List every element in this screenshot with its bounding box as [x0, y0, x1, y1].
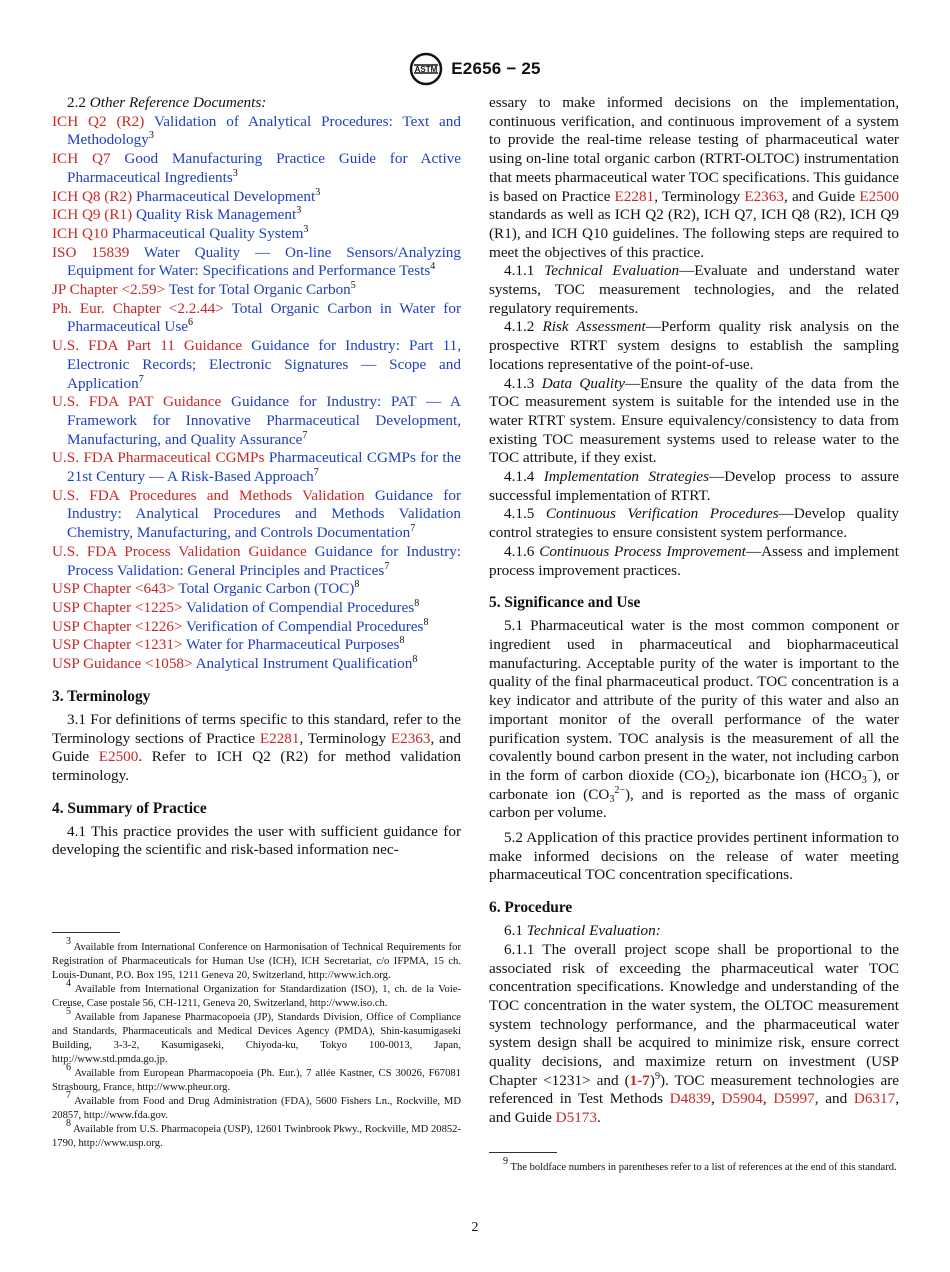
- subsection-term: Implementation Strategies: [543, 468, 710, 486]
- footnote-marker: 6: [188, 317, 194, 329]
- ref-link-d5904[interactable]: D5904: [721, 1090, 763, 1108]
- reference-item: [52, 225, 461, 244]
- section-5-heading: 5. Significance and Use: [489, 594, 641, 612]
- reference-title-link[interactable]: Pharmaceutical Quality System: [111, 224, 304, 242]
- reference-code-link[interactable]: USP Chapter <1225>: [52, 598, 183, 616]
- reference-item: [52, 281, 461, 300]
- footnote-marker: 7: [384, 560, 390, 572]
- reference-code-link[interactable]: ICH Q10: [52, 224, 109, 242]
- reference-item: [52, 636, 461, 655]
- reference-code-link[interactable]: U.S. FDA Process Validation Guidance: [52, 542, 307, 560]
- reference-title-link[interactable]: Analytical Instrument Qualification: [195, 655, 413, 673]
- footnote-marker: 5: [350, 280, 356, 292]
- footnote-7: [52, 1090, 461, 1123]
- footnote-marker: 8: [354, 579, 360, 591]
- reference-code-link[interactable]: ICH Q2 (R2): [52, 112, 145, 130]
- section-5-2-paragraph: 5.2 Application of this practice provides pertinent information to make informed decisions on the release of water meeting pharmaceutical TOC concentration specifications.: [489, 829, 899, 884]
- footnote-8: [52, 1118, 461, 1151]
- reference-item: [52, 599, 461, 618]
- footnote-marker: 8: [423, 616, 429, 628]
- subsection-4-1-2: [489, 318, 899, 374]
- footnote-marker: 3: [315, 186, 321, 198]
- section-4-1-paragraph: 4.1 This practice provides the user with sufficient guidance for developing the scientific and risk-based information nec-: [52, 822, 461, 859]
- subsection-text: —Evaluate and understand water systems, TOC measurement technologies, and the related regulatory requirements.: [489, 262, 900, 317]
- reference-code-link[interactable]: ICH Q7: [52, 150, 111, 168]
- reference-title-link[interactable]: Total Organic Carbon in Water for Pharmaceutical Use: [67, 299, 461, 336]
- subsection-number: 4.1.4: [504, 468, 535, 486]
- subsection-text: —Develop process to assure successful implementation of RTRT.: [489, 468, 900, 504]
- reference-item: [52, 113, 461, 150]
- reference-item: [52, 449, 461, 486]
- section-3-heading: 3. Terminology: [52, 687, 151, 705]
- section-4-1-continued: essary to make informed decisions on the implementation, continuous verification, and continuous improvement of a system to provide the real-time release testing of pharmaceutical water using on-line total organic carbon (RTRT-OLTOC) instrumentation that meets pharmaceutical water TOC specifications. This guidance is based on Practice E2281, Terminology E2363, and Guide E2500 standards as well as ICH Q2 (R2), ICH Q7, ICH Q8 (R2), ICH Q9 (R1), and ICH Q10 guidelines. The following steps are required to meet the objectives of this practice.: [489, 94, 900, 261]
- reference-title-link[interactable]: Good Manufacturing Practice Guide for Active Pharmaceutical Ingredients: [67, 150, 461, 186]
- footnote-rule-right: [489, 1152, 557, 1153]
- reference-code-link[interactable]: USP Guidance <1058>: [52, 655, 193, 673]
- subsection-number: 4.1.1: [504, 262, 535, 280]
- reference-title-link[interactable]: Validation of Compendial Procedures: [186, 598, 415, 616]
- footnote-5: [52, 1006, 461, 1067]
- footnote-number: 4: [66, 978, 71, 989]
- footnote-text: Available from U.S. Pharmacopeia (USP), 12601 Twinbrook Pkwy., Rockville, MD 20852-1790, http://www.usp.org.: [52, 1124, 461, 1149]
- reference-title-link[interactable]: Validation of Analytical Procedures: Text and Methodology: [67, 112, 461, 149]
- footnote-text: Available from International Conference on Harmonisation of Technical Requirements for Registration of Pharmaceuticals for Human Use (ICH), ICH Secretariat, c/o IFPMA, 15 ch. Louis-Dunant, P.O. Box 195, 1211 Geneva 20, Switzerland, http://www.ich.org.: [52, 942, 461, 981]
- ref-link-d5173[interactable]: D5173: [555, 1109, 597, 1127]
- subsection-term: Technical Evaluation: [544, 262, 680, 280]
- subsection-text: —Develop quality control strategies to ensure consistent system performance.: [489, 505, 899, 542]
- astm-logo-text: ASTM: [414, 65, 438, 74]
- subsection-number: 4.1.2: [504, 318, 535, 336]
- section-4-1-items: [489, 262, 899, 580]
- astm-logo-icon: [409, 52, 443, 86]
- page-number: 2: [471, 1220, 479, 1235]
- footnote-6: [52, 1062, 461, 1095]
- ref-link-d5997[interactable]: D5997: [773, 1090, 815, 1108]
- footnote-text: Available from Japanese Pharmacopoeia (JP), Standards Division, Office of Compliance and Standards, Pharmaceuticals and Medical Devices Agency (PMDA), Shin-kasumigaseki Building, 3-3-2, Kasumigaseki, Chiyoda-ku, Tokyo 100-0013, Japan, http://www.std.pmda.go.jp.: [52, 1012, 461, 1065]
- reference-code-link[interactable]: USP Chapter <643>: [52, 580, 175, 598]
- footnote-number: 5: [66, 1006, 71, 1017]
- reference-item: [52, 580, 461, 599]
- footnote-marker: 7: [302, 429, 308, 441]
- footnote-marker: 3: [148, 130, 154, 142]
- subsection-4-1-1: [489, 262, 899, 318]
- reference-title-link[interactable]: Total Organic Carbon (TOC): [178, 580, 355, 598]
- section-5-1-paragraph: 5.1 Pharmaceutical water is the most common component or ingredient used in pharmaceutical and biopharmaceutical manufacturing. Acceptable purity of the water is important to the quality of the final pharmaceutical product. TOC concentration is a key indicator and attribute of the purity of this water and also an important monitor of the overall performance of the water purification system. TOC analysis is the measurement of all the covalently bound carbon present in the water, not including carbon in the form of carbon dioxide $(CO_2)$, bicarbonate ion $(HCO_3^-)$, or carbonate ion $(CO_3^{2-})$, and is reported as the mass of organic carbon per volume.: [489, 617, 899, 822]
- reference-item: [52, 337, 461, 393]
- reference-item: [52, 150, 461, 187]
- reference-item: [52, 300, 461, 337]
- ref-link-e2363[interactable]: E2363: [390, 729, 431, 747]
- reference-title-link[interactable]: Pharmaceutical Development: [135, 187, 316, 205]
- footnote-number: 3: [66, 936, 71, 947]
- standard-designation: E2656 − 25: [451, 59, 541, 78]
- reference-item: [52, 393, 461, 449]
- section-6-heading: 6. Procedure: [489, 899, 573, 917]
- subsection-term: Continuous Process Improvement: [539, 542, 746, 560]
- right-footnotes: [489, 1152, 899, 1175]
- section-6-1-heading: 6.1 Technical Evaluation:: [504, 922, 661, 940]
- reference-title-link[interactable]: Guidance for Industry: PAT — A Framework for Innovative Pharmaceutical Development, Manufacturing, and Quality Assurance: [67, 393, 461, 448]
- footnote-list: [52, 936, 461, 1151]
- reference-code-link[interactable]: ICH Q8 (R2): [52, 187, 133, 205]
- subsection-number: 4.1.6: [504, 542, 535, 560]
- section-3-1-paragraph: 3.1 For definitions of terms specific to this standard, refer to the Terminology sections of Practice E2281, Terminology E2363, and Guide E2500. Refer to ICH Q2 (R2) for method validation terminology.: [52, 710, 461, 784]
- footnote-4: [52, 978, 461, 1011]
- footnote-text: Available from Food and Drug Administration (FDA), 5600 Fishers Ln., Rockville, MD 20857, http://www.fda.gov.: [52, 1096, 461, 1121]
- subsection-4-1-4: [489, 468, 899, 505]
- reference-title-link[interactable]: Quality Risk Management: [135, 206, 297, 224]
- reference-code-link[interactable]: ICH Q9 (R1): [52, 206, 133, 224]
- ref-link-e2500-right[interactable]: E2500: [859, 187, 900, 205]
- subsection-number: 4.1.5: [504, 505, 535, 523]
- footnote-text: Available from European Pharmacopoeia (Ph. Eur.), 7 allée Kastner, CS 30026, F67081 Strasbourg, France, http://www.pheur.org.: [52, 1068, 461, 1093]
- reference-item: [52, 206, 461, 225]
- footnote-marker: 8: [412, 654, 418, 666]
- ref-link-e2281[interactable]: E2281: [259, 729, 300, 747]
- reference-code-link[interactable]: USP Chapter <1226>: [52, 617, 183, 635]
- reference-item: [52, 543, 461, 580]
- reference-item: [52, 244, 461, 281]
- left-column: [52, 94, 461, 860]
- reference-code-link[interactable]: U.S. FDA Pharmaceutical CGMPs: [52, 449, 265, 467]
- section-2-2-heading: 2.2 Other Reference Documents:: [67, 94, 267, 111]
- footnote-text: Available from International Organization for Standardization (ISO), 1, ch. de la Voie-Creuse, Case postale 56, CH-1211, Geneva 20, Switzerland, http://www.iso.ch.: [52, 984, 461, 1009]
- reference-code-link[interactable]: U.S. FDA Procedures and Methods Validation: [52, 486, 365, 504]
- right-column: [489, 94, 899, 1128]
- footnote-9: $^9$ The boldface numbers in parentheses refer to a list of references at the end of this standard.: [503, 1156, 897, 1173]
- footnote-marker: 3: [303, 223, 309, 235]
- reference-list: [52, 113, 461, 674]
- reference-code-link[interactable]: U.S. FDA PAT Guidance: [52, 393, 222, 411]
- footnote-marker: 8: [399, 635, 405, 647]
- footnote-rule: [52, 932, 120, 933]
- reference-title-link[interactable]: Water Quality — On-line Sensors/Analyzing Equipment for Water: Specifications and Performance Tests: [67, 243, 461, 280]
- reference-title-link[interactable]: Guidance for Industry: Part 11, Electronic Records; Electronic Signatures — Scope and Application: [67, 337, 462, 392]
- bibliography-ref-link[interactable]: 1-7: [629, 1071, 650, 1089]
- subsection-term: Continuous Verification Procedures: [545, 505, 779, 523]
- footnote-number: 8: [66, 1118, 71, 1129]
- reference-code-link[interactable]: USP Chapter <1231>: [52, 636, 183, 654]
- footnote-marker: 7: [410, 523, 416, 535]
- subsection-number: 4.1.3: [504, 374, 535, 392]
- footnote-3: [52, 936, 461, 983]
- reference-item: [52, 655, 461, 674]
- footnote-marker: 4: [430, 261, 436, 273]
- subsection-term: Risk Assessment: [542, 318, 646, 336]
- reference-title-link[interactable]: Pharmaceutical CGMPs for the 21st Century — A Risk-Based Approach: [67, 449, 461, 486]
- reference-item: [52, 618, 461, 637]
- reference-code-link[interactable]: Ph. Eur. Chapter <2.2.44>: [52, 299, 224, 317]
- footnote-marker: 8: [414, 597, 420, 609]
- reference-title-link[interactable]: Verification of Compendial Procedures: [186, 617, 424, 635]
- page-header: [0, 52, 950, 86]
- reference-title-link[interactable]: Guidance for Industry: Analytical Procedures and Methods Validation Chemistry, Manufacturing, and Controls Documentation: [67, 486, 462, 542]
- subsection-text: —Perform quality risk analysis on the prospective RTRT system designs to establish the sampling locations representative of the point-of-use.: [489, 318, 899, 373]
- ref-link-d6317[interactable]: D6317: [853, 1090, 896, 1108]
- footnote-marker: 7: [138, 373, 144, 385]
- subsection-4-1-3: [489, 375, 899, 469]
- reference-code-link[interactable]: U.S. FDA Part 11 Guidance: [52, 337, 243, 355]
- reference-code-link[interactable]: JP Chapter <2.59>: [52, 281, 166, 299]
- subsection-4-1-5: [489, 505, 899, 542]
- footnote-marker: 7: [313, 467, 319, 479]
- reference-title-link[interactable]: Guidance for Industry: Process Validation: General Principles and Practices: [67, 542, 462, 579]
- ref-link-d4839[interactable]: D4839: [669, 1090, 712, 1108]
- subsection-text: —Assess and implement process improvement practices.: [489, 542, 899, 579]
- ref-link-e2363-right[interactable]: E2363: [744, 187, 784, 205]
- ref-link-e2281-right[interactable]: E2281: [614, 187, 655, 205]
- footnote-number: 6: [66, 1062, 71, 1073]
- left-footnotes: [52, 932, 461, 1151]
- ref-link-e2500[interactable]: E2500: [98, 748, 139, 766]
- section-4-heading: 4. Summary of Practice: [52, 799, 207, 817]
- reference-item: [52, 188, 461, 207]
- footnote-marker: 3: [296, 205, 302, 217]
- footnote-marker: 3: [232, 167, 238, 179]
- reference-title-link[interactable]: Water for Pharmaceutical Purposes: [186, 636, 400, 654]
- subsection-4-1-6: [489, 543, 899, 580]
- subsection-text: —Ensure the quality of the data from the TOC measurement system is suitable for the intended use in the water RTRT system. Ensure equivalency/consistency to data from existing TOC measurement systems used to release water to the TOC attribute, if they exist.: [489, 374, 899, 467]
- reference-item: [52, 487, 461, 543]
- reference-code-link[interactable]: ISO 15839: [52, 243, 130, 261]
- reference-title-link[interactable]: Test for Total Organic Carbon: [168, 281, 351, 299]
- footnote-number: 7: [66, 1090, 71, 1101]
- section-6-1-1-paragraph: 6.1.1 The overall project scope shall be proportional to the associated risk of exceeding the pharmaceutical water TOC concentration specifications. Knowledge and understanding of the TOC concentration in the water system, the OLTOC measurement system technology performance, and the pharmaceutical water system design shall be acquired to minimize risk, ensure correct quality decisions, and maximize return on investment (USP Chapter <1231> and $(1-7)^9$). TOC measurement technologies are referenced in Test Methods D4839, D5904, D5997, and D6317, and Guide D5173.: [489, 940, 900, 1127]
- subsection-term: Data Quality: [541, 374, 625, 392]
